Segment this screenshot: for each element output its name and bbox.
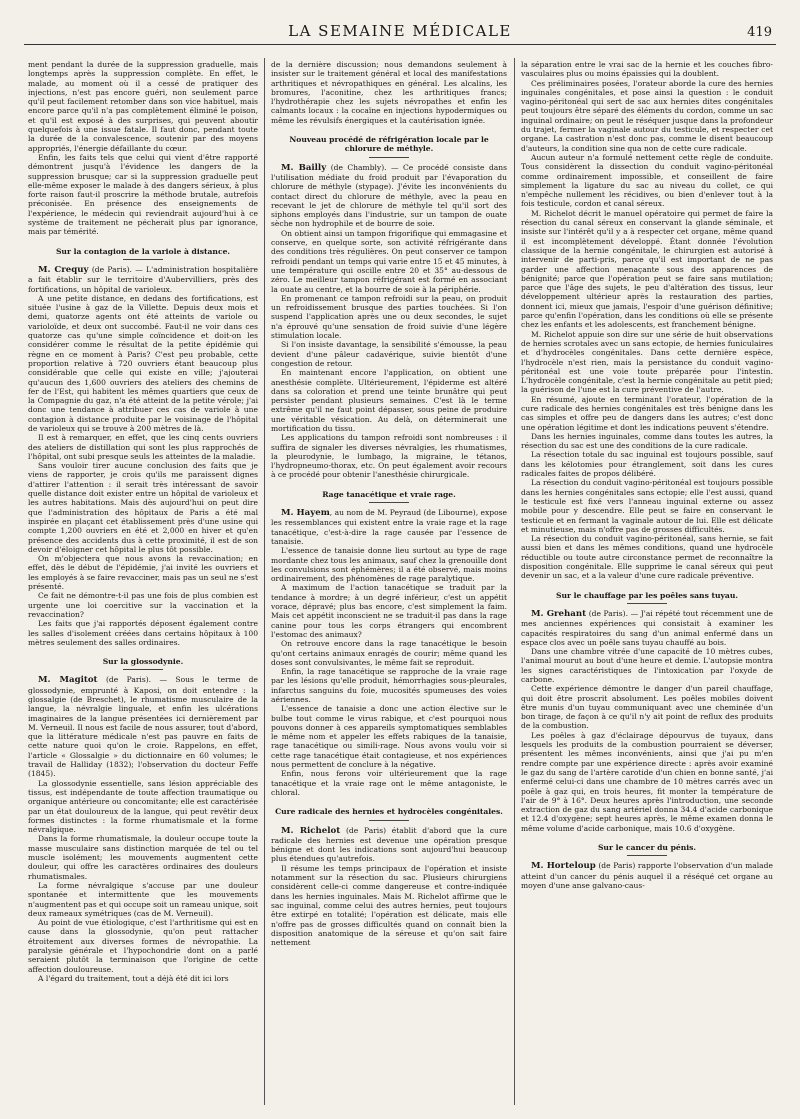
column-divider-1 — [264, 58, 265, 1105]
paragraph: Enfin, nous ferons voir ultérieurement que la rage tanacétique et la vraie rage ont le même antagoniste, le chloral. — [271, 769, 507, 797]
paragraph: Dans une chambre vitrée d'une capacité de 10 mètres cubes, l'animal mourut au bout d'une heure et demie. L'autopsie montra les signes caractéristiques de l'intoxication par l'oxyde de carbone. — [521, 647, 773, 684]
paragraph: Cette expérience démontre le danger d'un pareil chauffage, qui doit être proscrit absolument. Les poêles mobiles doivent être munis d'un tuyau communiquant avec une cheminée d'un bon tirage, de façon à ce qu'il n'y ait point de reflux des produits de la combustion. — [521, 684, 773, 731]
paragraph-text: (de Paris) établit d'abord que la cure radicale des hernies est devenue une opération presque bénigne et dont les indications sont aujourd'hui beaucoup plus étendues qu'autrefois. — [271, 825, 507, 864]
paragraph: Sans vouloir tirer aucune conclusion des faits que je viens de rapporter, je crois qu'ils me paraissent dignes d'attirer l'attention : il serait très intéressant de savoir quelle distance doit exister entre un hôpital de varioleux et les autres habitations. Mais dès aujourd'hui on peut dire que l'administration des hôpitaux de Paris a été mal inspirée en plaçant cet établissement près d'une usine qui compte 1,200 ouvriers en été et 2,000 en hiver et qu'en présence des accidents dus à cette proximité, il est de son devoir d'éloigner cet hôpital le plus tôt possible. — [28, 461, 258, 554]
paragraph: On retrouve encore dans la rage tanacétique le besoin qu'ont certains animaux enragés de courir; même quand les doses sont convulsivantes, le même fait se reproduit. — [271, 639, 507, 667]
speaker-name: M. Grehant — [531, 608, 587, 619]
speaker-name: M. Bailly — [281, 162, 327, 173]
paragraph: ment pendant la durée de la suppression graduelle, mais longtemps après la suppression complète. En effet, le malade, au moment où il a cessé de pratiquer des injections, n'est pas encore guéri, non seulement parce qu'il peut facilement retomber dans son vice habituel, mais encore parce qu'il n'a pas complètement éliminé le poison, et qu'il est exposé à des surprises, qui peuvent aboutir quelquefois à une issue fatale. Il faut donc, pendant toute la durée de la convalescence, soutenir par des moyens appropriés, l'énergie défaillante du cœur. — [28, 60, 258, 153]
page-number: 419 — [747, 25, 772, 40]
paragraph: de la dernière discussion; nous demandons seulement à insister sur le traitement général et local des manifestations arthritiques et névropathiques en général. Les alcalins, les bromures, l'aconitine, chez les arthritiques francs; l'hydrothérapie chez les sujets névropathes et enfin les calmants locaux : la cocaïne en injections hypodermiques ou même les révulsifs énergiques et la cautérisation ignée. — [271, 60, 507, 125]
paragraph: M. Richelot appuie son dire sur une série de huit observations de hernies scrotales avec un sans ectopie, de hernies funiculaires et d'hydrocèles congénitales. Dans cette dernière espèce, l'hydrocèle n'est rien, mais la persistance du conduit vagino-péritonéal est une voie toute préparée pour l'intestin. L'hydrocèle congénitale, c'est la hernie congénitale au petit pied; la guérison de l'une est la cure préventive de l'autre. — [521, 329, 773, 395]
paragraph: A maximum de l'action tanacétique se traduit par la tendance à mordre; à un degré inférieur, c'est un appétit vorace, dépravé; plus bas encore, c'est simplement la faim. Mais cet appétit inconscient ne se traduit-il pas dans la rage canine pour tous les corps étrangers qui encombrent l'estomac des animaux? — [271, 583, 507, 639]
paragraph: Il est à remarquer, en effet, que les cinq cents ouvriers des ateliers de distillation qui sont les plus rapprochés de l'hôpital, ont subi presque seuls les atteintes de la maladie. — [28, 433, 258, 461]
paragraph: Dans les hernies inguinales, comme dans toutes les autres, la résection du sac est une des conditions de la cure radicale. — [521, 431, 773, 451]
paragraph: Dans la forme rhumatismale, la douleur occupe toute la masse musculaire sans distinction marquée de tel ou tel muscle isolément; les mouvements augmentent cette douleur, qui offre les caractères ordinaires des douleurs rhumatismales. — [28, 834, 258, 881]
paragraph: L'essence de tanaisie a donc une action élective sur le bulbe tout comme le virus rabique, et c'est pourquoi nous pouvons donner à ces appareils symptomatiques semblables le même nom et appeler les effets rabiques de la tanaisie, rage tanacétique ou simili-rage. Nous avons voulu voir si cette rage tanacétique était contagieuse, et nos expériences nous permettent de conclure à la négative. — [271, 704, 507, 770]
running-header — [20, 18, 780, 40]
paragraph: Enfin, la rage tanacétique se rapproche de la vraie rage par les lésions qu'elle produit, hémorrhagies sous-pleurales, infarctus sanguins du foie, mucosités spumeuses des voies aériennes. — [271, 667, 507, 704]
paragraph: la séparation entre le vrai sac de la hernie et les couches fibro-vasculaires plus ou moins épaissies qui la doublent. — [521, 60, 773, 79]
paragraph: Enfin, les faits tels que celui qui vient d'être rapporté démontrent jusqu'à l'évidence les dangers de la suppression brusque; car si la suppression graduelle peut elle-même exposer le malade à des dangers sérieux, à plus forte raison faut-il proscrire la méthode brutale, autrefois préconisée. En présence des enseignements de l'expérience, le médecin qui reviendrait aujourd'hui à ce système de traitement ne pécherait plus par ignorance, mais par témérité. — [28, 152, 258, 237]
column-3 — [521, 60, 773, 1106]
paragraph: On m'objectera que nous avons la revaccination; en effet, dès le début de l'épidémie, j'ai invité les ouvriers et les employés à se faire revacciner, mais pas un seul ne s'est présenté. — [28, 554, 258, 592]
paragraph: Ces préliminaires posées, l'orateur aborde la cure des hernies inguinales congénitales, et pose ainsi la question : le conduit vagino-péritonéal qui sert de sac aux hernies dites congénitales peut toujours être séparé des éléments du cordon, comme un sac inguinal ordinaire; on peut le réséquer jusque dans la profondeur du trajet, fermer la vaginale autour du testicule, et respecter cet organe. La castration n'est donc pas, comme le disent beaucoup d'auteurs, la condition sine qua non de cette cure radicale. — [521, 78, 773, 153]
paragraph: Au point de vue étiologique, c'est l'arthritisme qui est en cause dans la glossodynie, qu'on peut rattacher étroitement aux diverses formes de névropathie. La paralysie générale et l'hypochondrie dont on a parlé seraient plutôt la terminaison que l'origine de cette affection douloureuse. — [28, 918, 258, 974]
paragraph-text: (de Paris) rapporte l'observation d'un malade atteint d'un cancer du pénis auquel il a réséqué cet organe au moyen d'une anse galvano-caus- — [521, 861, 773, 890]
header-rule — [24, 44, 776, 45]
paragraph: L'essence de tanaisie donne lieu surtout au type de rage mordante chez tous les animaux, sauf chez la grenouille dont les convulsions sont éphémères; il a été observé, mais moins ordinairement, des phénomènes de rage paralytique. — [271, 546, 507, 584]
paragraph: Aucun auteur n'a formulé nettement cette règle de conduite. Tous considèrent la dissection du conduit vagino-péritonéal comme ordinairement impossible, et conseillent de faire simplement la ligature du sac au niveau du collet, ce qui n'empêche nullement les récidives, ou bien d'enlever tout à la fois testicule, cordon et canal séreux. — [521, 152, 773, 209]
paragraph: La forme névralgique s'accuse par une douleur spontanée et intermittente que les mouvements n'augmentent pas et qui occupe soit un rameau unique, soit deux rameaux symétriques (cas de M. Verneuil). — [28, 880, 258, 918]
paragraph: La glossodynie essentielle, sans lésion appréciable des tissus, est indépendante de toute affection traumatique ou organique antérieure ou concomitante; elle est caractérisée par un état douloureux de la langue, qui peut revêtir deux formes distinctes : la forme rhumatismale et la forme névralgique. — [28, 778, 258, 835]
paragraph-text: (de Chambly). — Ce procédé consiste dans l'utilisation médiate du froid produit par l'évaporation du chlorure de méthyle (stypage). J'évite les inconvénients du contact direct du chlorure de méthyle, avec la peau en recevant le jet de chlorure de méthyle tel qu'il sort des siphons employés dans l'industrie, sur un tampon de ouate sèche non hydrophile et de bourre de soie. — [271, 162, 507, 229]
paragraph: Si l'on insiste davantage, la sensibilité s'émousse, la peau devient d'une pâleur cadavérique, suivie bientôt d'une congestion de retour. — [271, 340, 507, 368]
paragraph: En promenant ce tampon refroidi sur la peau, on produit un refroidissement brusque des parties touchées. Si l'on suspend l'application après une ou deux secondes, le sujet n'a éprouvé qu'une sensation de froid suivie d'une légère stimulation locale. — [271, 293, 507, 341]
paragraph-text: (de Paris). — Sous le terme de glossodynie, emprunté à Kaposi, on doit entendre : la glossalgie (de Breschet), le rhumatisme musculaire de la langue, la névralgie linguale, et enfin les ulcérations imaginaires de la langue présentées ici dernièrement par M. Verneuil. Il nous est facile de nous assurer, tout d'abord, que la littérature médicale n'est pas pauvre en faits de cette nature quoi qu'on le croie. Rappelons, en effet, l'article « Glossalgie » du dictionnaire en 60 volumes; le travail de Halliday (1832); l'observation du docteur Feffe (1845). — [28, 675, 258, 779]
paragraph: A une petite distance, en dedans des fortifications, est située l'usine à gaz de la Villette. Depuis deux mois et demi, quatorze agents ont été atteints de variole ou varioloïde, et deux ont succombé. Faut-il ne voir dans ces quatorze cas qu'une simple coïncidence et doit-on les considérer comme le résultat de la petite épidémie qui règne en ce moment à Paris? C'est peu probable, cette proportion relative à 720 ouvriers étant beaucoup plus considérable que celle qui existe en ville; j'ajouterai qu'aucun des 1,600 ouvriers des ateliers des chemins de fer de l'Est, qui habitent les mêmes quartiers que ceux de la Compagnie du gaz, n'a été atteint de la petite vérole; j'ai donc une tendance à attribuer ces cas de variole à une contagion à distance produite par le voisinage de l'hôpital de varioleux qui se trouve à 200 mètres de là. — [28, 293, 258, 433]
paragraph: Les faits que j'ai rapportés déposent également contre les salles d'isolement créées dans certains hôpitaux à 100 mètres seulement des salles ordinaires. — [28, 619, 258, 647]
paragraph: La résection du conduit vagino-péritonéal, sans hernie, se fait aussi bien et dans les mêmes conditions, quand une hydrocèle réductible ou toute autre circonstance permet de reconnaître la disposition congénitale. Elle supprime le canal séreux qui peut devenir un sac, et a la valeur d'une cure radicale préventive. — [521, 534, 773, 581]
section-heading-rage: Rage tanacétique et vraie rage. — [271, 490, 507, 503]
paragraph: La résection totale du sac inguinal est toujours possible, sauf dans les kélotomies pour étranglement, soit dans les cures radicales faites de propos délibéré. — [521, 450, 773, 479]
paragraph-text: (de Paris). — L'administration hospitalière a fait établir sur le territoire d'Aubervilliers, près des fortifications, un hôpital de varioleux. — [28, 264, 258, 294]
section-heading-chauffage: Sur le chauffage par les poêles sans tuyau. — [521, 591, 773, 604]
paragraph: En maintenant encore l'application, on obtient une anesthésie complète. Ultérieurement, l'épiderme est altéré dans sa coloration et prend une teinte brunâtre qui peut persister pendant plusieurs semaines. C'est là le terme extrême qu'il ne faut point dépasser, sous peine de produire une véritable vésication. Au delà, on déterminerait une mortification du tissu. — [271, 368, 507, 433]
paragraph: Ce fait ne démontre-t-il pas une fois de plus combien est urgente une loi coercitive sur la vaccination et la revaccination? — [28, 591, 258, 619]
speaker-name: M. Hayem — [281, 508, 330, 519]
section-heading-cancer-penis: Sur le cancer du pénis. — [521, 843, 773, 856]
paragraph: Les poêles à gaz d'éclairage dépourvus de tuyaux, dans lesquels les produits de la combustion pourraient se déverser, présentent les mêmes inconvénients, ainsi que j'ai pu m'en rendre compte par une expérience directe : après avoir examiné le gaz du sang de l'artère carotide d'un chien en bonne santé, j'ai enfermé celui-ci dans une chambre de 10 mètres carrés avec un poêle à gaz qui, en trois heures, fit monter la température de l'air de 9° à 16°. Deux heures après l'introduction, une seconde extraction de gaz du sang artériel donna 34.4 d'acide carbonique et 12.4 d'oxygène; sept heures après, le même examen donna le même volume d'acide carbonique, mais 10.6 d'oxygène. — [521, 730, 773, 833]
paragraph: A l'égard du traitement, tout a déjà été dit ici lors — [38, 973, 229, 983]
paragraph: M. Richelot décrit le manuel opératoire qui permet de faire la résection du canal séreux en conservant la glande séminale, et insiste sur l'intérêt qu'il y a à respecter cet organe, même quand il est incomplètement développé. Étant donnée l'évolution classique de la hernie congénitale, le chirurgien est autorisé à intervenir de parti-pris, parce qu'il est important de ne pas garder une affection menaçante sous des apparences de bénignité; parce que l'opération peut se faire sans mutilation; parce que l'âge des sujets, le peu d'altération des tissus, leur développement ultérieur après la restauration des parties, donnent ici, mieux que jamais, l'espoir d'une guérison définitive; parce qu'enfin l'opération, dans les conditions où elle se présente chez les enfants et les adolescents, est franchement bénigne. — [521, 208, 773, 330]
section-heading-hernies: Cure radicale des hernies et hydrocèles congénitales. — [271, 807, 507, 820]
journal-title: LA SEMAINE MÉDICALE — [288, 22, 512, 40]
paragraph: La résection du conduit vagino-péritonéal est toujours possible dans les hernies congénitales sans ectopie; elle l'est aussi, quand le testicule est fixé vers l'anneau inguinal externe ou assez mobile pour y descendre. Elle peut se faire en conservant le testicule et en fermant la vaginale autour de lui. Elle est délicate et minutieuse, mais n'offre pas de grosses difficultés. — [521, 478, 773, 534]
column-1 — [28, 60, 258, 1106]
column-2 — [271, 60, 507, 1106]
speaker-name: M. Crequy — [38, 264, 89, 275]
section-heading-glossodynie: Sur la glossodynie. — [28, 657, 258, 670]
paragraph: En résumé, ajoute en terminant l'orateur, l'opération de la cure radicale des hernies congénitales est très bénigne dans les cas simples et offre peu de dangers dans les autres; c'est donc une opération légitime et dont les indications peuvent s'étendre. — [521, 394, 773, 432]
paragraph: On obtient ainsi un tampon frigorifique qui emmagasine et conserve, en quelque sorte, son activité réfrigérante dans des conditions très régulières. On peut conserver ce tampon refroidi pendant un temps qui varie entre 15 et 45 minutes, à une température qui oscille entre 20 et 35° au-dessous de zéro. Le meilleur tampon réfrigérant est formé en associant la ouate au centre, et la bourre de soie à la périphérie. — [271, 228, 507, 294]
section-heading-refrigeration: Nouveau procédé de réfrigération locale par le chlorure de méthyle. — [271, 135, 507, 158]
section-heading-variole: Sur la contagion de la variole à distance. — [28, 247, 258, 260]
column-divider-2 — [514, 58, 515, 1105]
speaker-name: M. Richelot — [281, 825, 341, 836]
speaker-name: M. Horteloup — [531, 861, 596, 872]
paragraph: Il résume les temps principaux de l'opération et insiste notamment sur la résection du sac. Plusieurs chirurgiens considèrent celle-ci comme dangereuse et contre-indiquée dans les hernies inguinales. Mais M. Richelot affirme que le sac inguinal, comme celui des autres hernies, peut toujours être extirpé en totalité; l'opération est délicate, mais elle n'offre pas de grosses difficultés quand on connaît bien la disposition anatomique de la séreuse et qu'on sait faire nettement — [271, 863, 507, 948]
paragraph-text: (de Paris). — J'ai répété tout récemment une de mes anciennes expériences qui consistait à examiner les capacités respiratoires du sang d'un animal enfermé dans un espace clos avec un poêle sans tuyau chauffé au bois. — [521, 608, 773, 647]
paragraph: Les applications du tampon refroidi sont nombreuses : il suffira de signaler les diverses névralgies, les rhumatismes, la pleurodynie, le lumbago, la migraine, le tétanos, l'hydropneumo-thorax, etc. On peut également avoir recours à ce procédé pour obtenir l'anesthésie chirurgicale. — [271, 433, 507, 480]
paragraph-text: , au nom de M. Peyraud (de Libourne), expose les ressemblances qui existent entre la vraie rage et la rage tanacétique, c'est-à-dire la rage causée par l'essence de tanaisie. — [271, 508, 507, 546]
speaker-name: M. Magitot — [38, 675, 98, 686]
